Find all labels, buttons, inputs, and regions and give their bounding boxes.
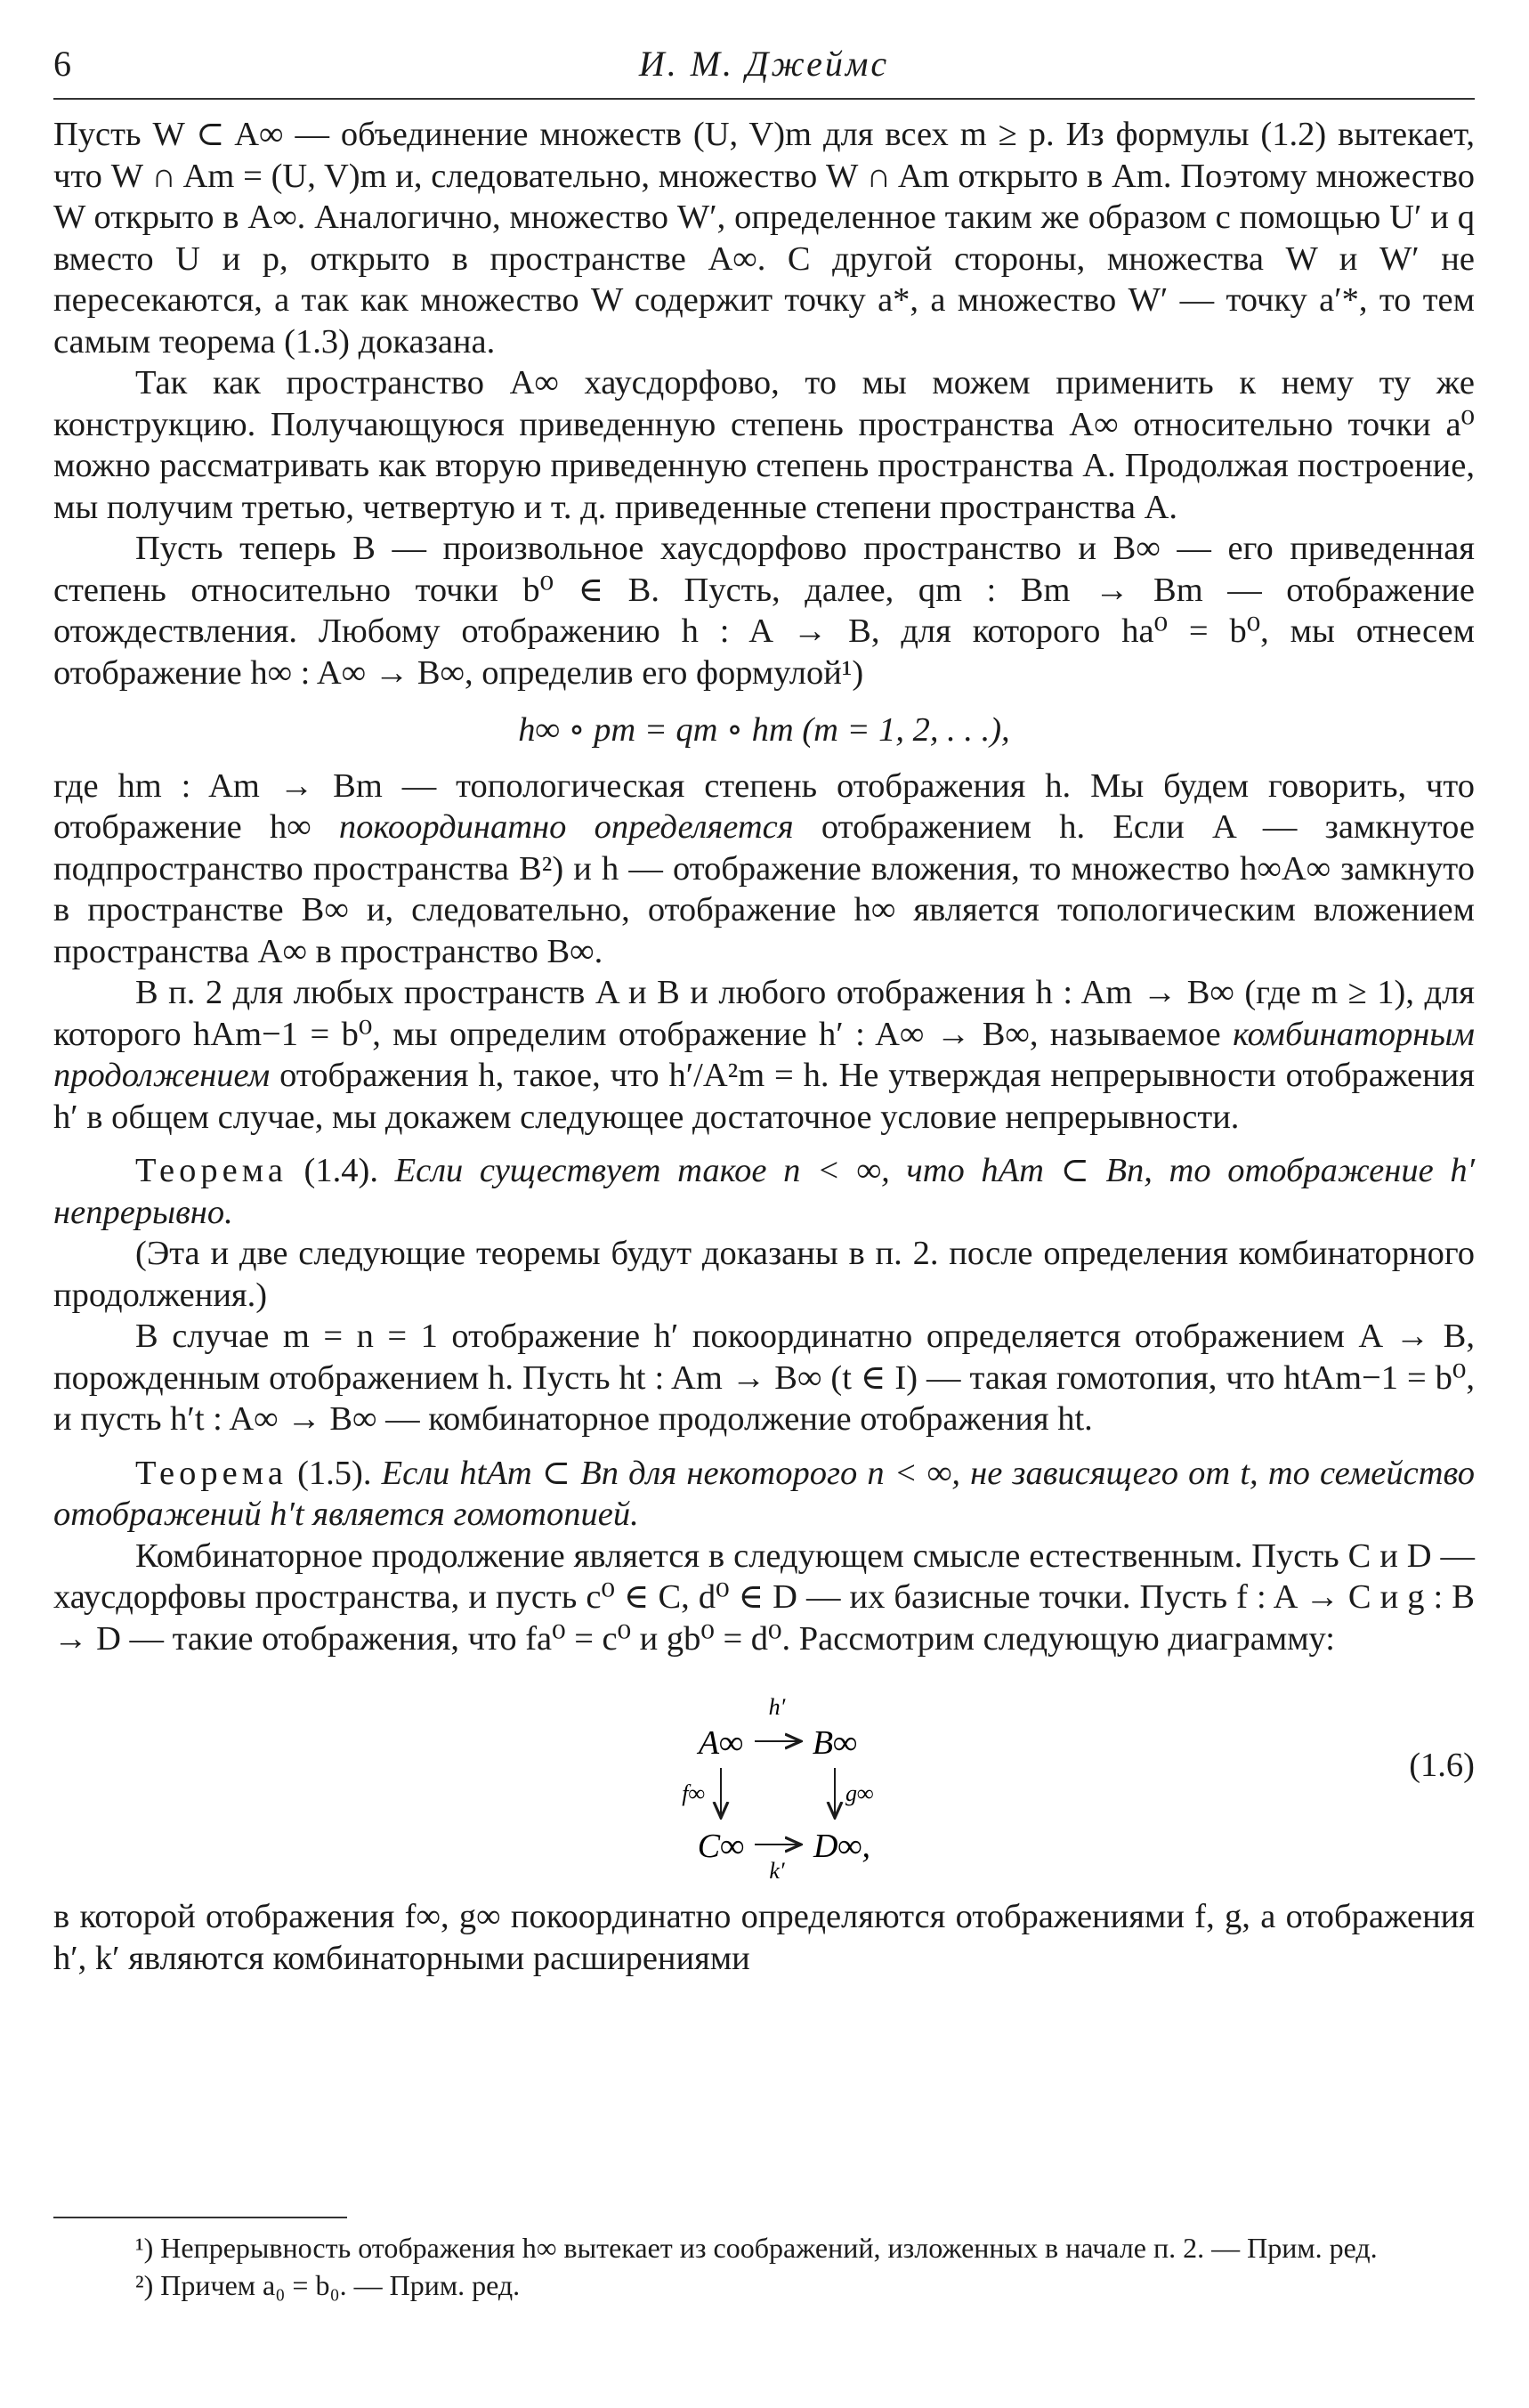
footnote-2: ²) Причем a₀ = b₀. — Прим. ред. xyxy=(135,2269,521,2301)
paragraph-coordinatewise: где hm : Am → Bm — топологическая степень отображения h. Мы будем говорить, что отображение h∞ покоординатно определяется отображением h. Если A — замкнутое подпространство пространства B²) и h — отображение вложения, то множество h∞A∞ замкнуто в пространстве B∞ и, следовательно, отображение h∞ является топологическим вложением пространства A∞ в пространство B∞. xyxy=(53,766,1475,970)
paragraph-homotopy: В случае m = n = 1 отображение h′ покоординатно определяется отображением A → B, порожденным отображением h. Пусть ht : Am → B∞ (t ∈ I) — такая гомотопия, что htAm−1 = b⁰, и пусть h′t : A∞ → B∞ — комбинаторное продолжение отображения ht. xyxy=(53,1318,1475,1438)
label-h-prime: h′ xyxy=(768,1694,786,1720)
footnotes xyxy=(53,2229,1475,2304)
header-rule xyxy=(53,98,1475,100)
node-b-inf: B∞ xyxy=(812,1724,858,1762)
paragraph-map-definition: Пусть теперь B — произвольное хаусдорфово пространство и B∞ — его приведенная степень относительно точки b⁰ ∈ B. Пусть, далее, qm : Bm → Bm — отображение отождествления. Любому отображению h : A → B, для которого ha⁰ = b⁰, мы отнесем отображение h∞ : A∞ → B∞, определив его формулой¹) xyxy=(53,530,1475,692)
theorem-label: Теорема xyxy=(135,1152,287,1189)
paragraph-diagram-description: в которой отображения f∞, g∞ покоординатно определяются отображениями f, g, а отображения h′, k′ являются комбинаторными расширениями xyxy=(53,1898,1475,1977)
label-f-inf: f∞ xyxy=(682,1780,705,1806)
paragraph-proof-end: Пусть W ⊂ A∞ — объединение множеств (U, V)m для всех m ≥ p. Из формулы (1.2) вытекает, что W ∩ Am = (U, V)m и, следовательно, множество W ∩ Am открыто в Am. Поэтому множество W открыто в A∞. Аналогично, множество W′, определенное таким же образом с помощью U′ и q вместо U и p, открыто в пространстве A∞. С другой стороны, множества W и W′ не пересекаются, а так как множество W содержит точку a*, а множество W′ — точку a′*, то тем самым теорема (1.3) доказана. xyxy=(53,116,1475,361)
footnote-1: ¹) Непрерывность отображения h∞ вытекает из соображений, изложенных в начале п. 2. — Прим. ред. xyxy=(135,2232,1378,2264)
page xyxy=(53,0,1475,2408)
label-g-inf: g∞ xyxy=(845,1780,874,1806)
formula: h∞ ∘ pm = qm ∘ hm (m = 1, 2, . . .), xyxy=(518,711,1010,749)
main-text xyxy=(53,114,1475,1979)
term-coordinatewise: покоординатно определяется xyxy=(338,808,794,846)
running-head: И. М. Джеймс xyxy=(638,44,890,84)
footnote-rule xyxy=(53,2217,347,2218)
equation-number: (1.6) xyxy=(1409,1747,1475,1784)
node-c-inf: C∞ xyxy=(697,1828,745,1865)
node-a-inf: A∞ xyxy=(698,1724,744,1762)
paragraph-naturality: Комбинаторное продолжение является в следующем смысле естественным. Пусть C и D — хаусдорфовы пространства, и пусть c⁰ ∈ C, d⁰ ∈ D — их базисные точки. Пусть f : A → C и g : B → D — такие отображения, что fa⁰ = c⁰ и gb⁰ = d⁰. Рассмотрим следующую диаграмму: xyxy=(53,1536,1475,1658)
theorem-statement: Если существует такое n < ∞, что hAm ⊂ Bn, то отображение h′ непрерывно. xyxy=(53,1152,1475,1231)
paragraph-second-power: Так как пространство A∞ хаусдорфово, то мы можем применить к нему ту же конструкцию. Получающуюся приведенную степень пространства A∞ относительно точки a⁰ можно рассматривать как вторую приведенную степень пространства A. Продолжая построение, мы получим третью, четвертую и т. д. приведенные степени пространства A. xyxy=(53,364,1475,526)
theorem-1-5: Теорема (1.5). Если htAm ⊂ Bn для некоторого n < ∞, не зависящего от t, то семейство отображений h′t является гомотопией. xyxy=(53,1454,1475,1533)
paragraph-combinatorial-extension: В п. 2 для любых пространств A и B и любого отображения h : Am → B∞ (где m ≥ 1), для которого hAm−1 = b⁰, мы определим отображение h′ : A∞ → B∞, называемое комбинаторным продолжением отображения h, такое, что h′/A²m = h. Не утверждая непрерывности отображения h′ в общем случае, мы докажем следующее достаточное условие непрерывности. xyxy=(53,974,1475,1136)
diagram-svg xyxy=(605,1672,926,1885)
commutative-diagram xyxy=(53,1672,1475,1885)
page-header xyxy=(53,43,1475,96)
term-combinatorial-extension: комбинаторным продолжением xyxy=(53,1015,1475,1094)
node-d-inf: D∞, xyxy=(813,1828,871,1865)
theorem-1-4: Теорема (1.4). Если существует такое n < ∞, что hAm ⊂ Bn, то отображение h′ непрерывно. xyxy=(53,1152,1475,1231)
label-k-prime: k′ xyxy=(769,1858,785,1884)
paragraph-note: (Эта и две следующие теоремы будут доказаны в п. 2. после определения комбинаторного продолжения.) xyxy=(53,1235,1475,1314)
theorem-label: Теорема xyxy=(135,1454,287,1492)
page-number: 6 xyxy=(53,44,71,84)
theorem-statement: Если htAm ⊂ Bn для некоторого n < ∞, не зависящего от t, то семейство отображений h′t является гомотопией. xyxy=(53,1454,1475,1533)
